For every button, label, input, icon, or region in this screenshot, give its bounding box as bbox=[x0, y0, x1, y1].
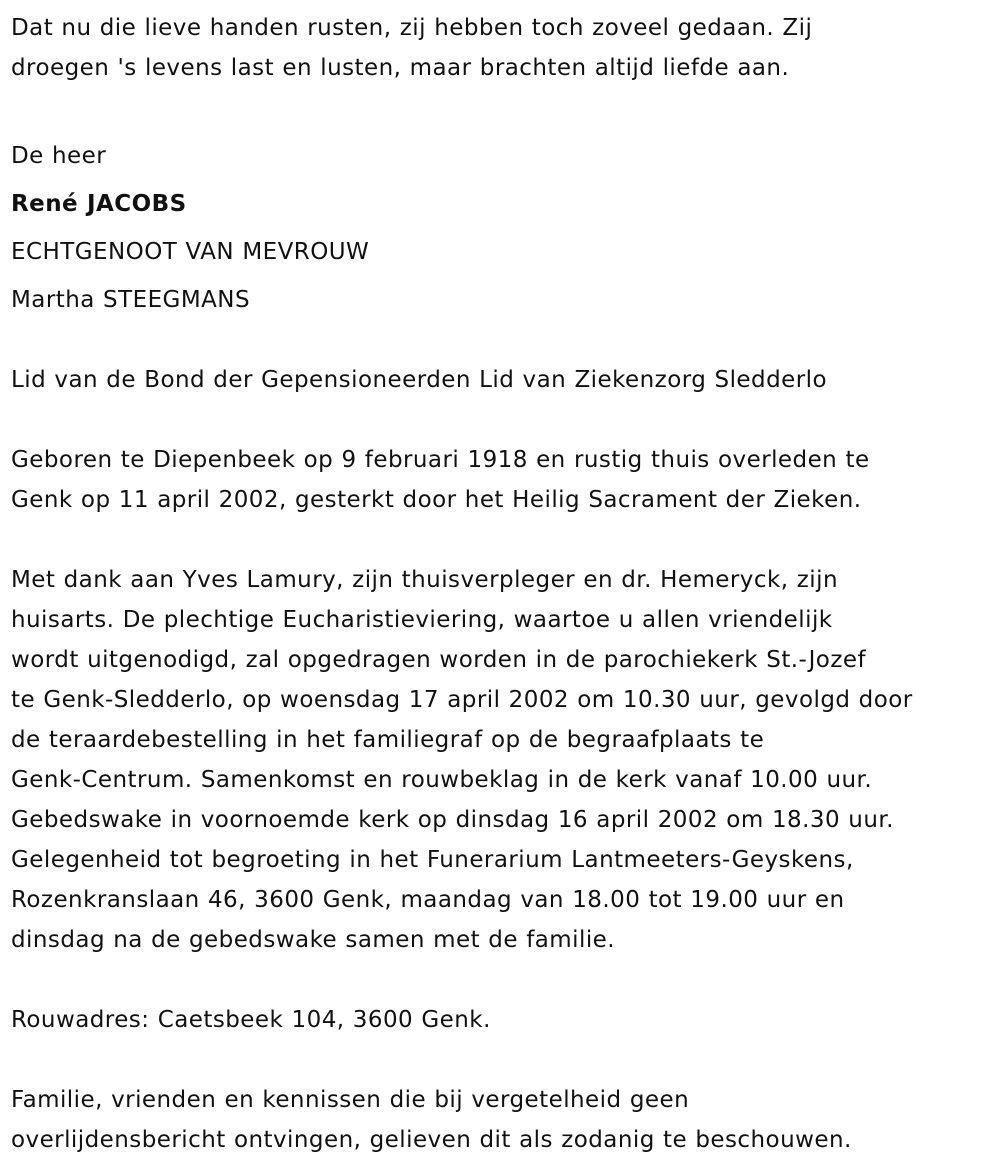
paragraph-spacer bbox=[11, 320, 996, 360]
closing-line: overlijdensbericht ontvingen, gelieven dit als zodanig te beschouwen. bbox=[11, 1127, 852, 1153]
person-block bbox=[11, 136, 996, 320]
paragraph-spacer bbox=[11, 88, 996, 128]
poem-line: Dat nu die lieve handen rusten, zij hebben toch zoveel gedaan. Zij bbox=[11, 15, 813, 41]
details-line: huisarts. De plechtige Eucharistieviering, waartoe u allen vriendelijk bbox=[11, 607, 833, 633]
poem-line: droegen 's levens last en lusten, maar brachten altijd liefde aan. bbox=[11, 55, 790, 81]
closing-line: Familie, vrienden en kennissen die bij vergetelheid geen bbox=[11, 1087, 690, 1113]
salutation: De heer bbox=[11, 143, 107, 169]
details-line: Gebedswake in voornoemde kerk op dinsdag 16 april 2002 om 18.30 uur. bbox=[11, 807, 894, 833]
details-paragraph bbox=[11, 560, 996, 960]
details-line: Gelegenheid tot begroeting in het Funerarium Lantmeeters-Geyskens, bbox=[11, 847, 854, 873]
poem-paragraph bbox=[11, 8, 996, 88]
details-line: de teraardebestelling in het familiegraf op de begraafplaats te bbox=[11, 727, 765, 753]
paragraph-spacer bbox=[11, 520, 996, 560]
details-line: dinsdag na de gebedswake samen met de familie. bbox=[11, 927, 616, 953]
paragraph-spacer bbox=[11, 400, 996, 440]
birth-death-line: Geboren te Diepenbeek op 9 februari 1918 en rustig thuis overleden te bbox=[11, 447, 870, 473]
mourning-address: Rouwadres: Caetsbeek 104, 3600 Genk. bbox=[11, 1007, 491, 1033]
paragraph-spacer bbox=[11, 960, 996, 1000]
spouse-name: Martha STEEGMANS bbox=[11, 287, 251, 313]
details-line: te Genk-Sledderlo, op woensdag 17 april 2002 om 10.30 uur, gevolgd door bbox=[11, 687, 913, 713]
details-line: wordt uitgenodigd, zal opgedragen worden in de parochiekerk St.-Jozef bbox=[11, 647, 866, 673]
birth-death-line: Genk op 11 april 2002, gesterkt door het Heilig Sacrament der Zieken. bbox=[11, 487, 862, 513]
paragraph-spacer bbox=[11, 1040, 996, 1080]
closing-paragraph bbox=[11, 1080, 996, 1160]
details-line: Met dank aan Yves Lamury, zijn thuisverpleger en dr. Hemeryck, zijn bbox=[11, 567, 838, 593]
relation-label: ECHTGENOOT VAN MEVROUW bbox=[11, 239, 370, 265]
details-line: Genk-Centrum. Samenkomst en rouwbeklag in de kerk vanaf 10.00 uur. bbox=[11, 767, 873, 793]
memberships-text: Lid van de Bond der Gepensioneerden Lid van Ziekenzorg Sledderlo bbox=[11, 367, 827, 393]
deceased-name: René JACOBS bbox=[11, 191, 187, 217]
obituary-document bbox=[11, 0, 996, 1160]
details-line: Rozenkranslaan 46, 3600 Genk, maandag van 18.00 tot 19.00 uur en bbox=[11, 887, 845, 913]
birth-death-paragraph bbox=[11, 440, 996, 520]
